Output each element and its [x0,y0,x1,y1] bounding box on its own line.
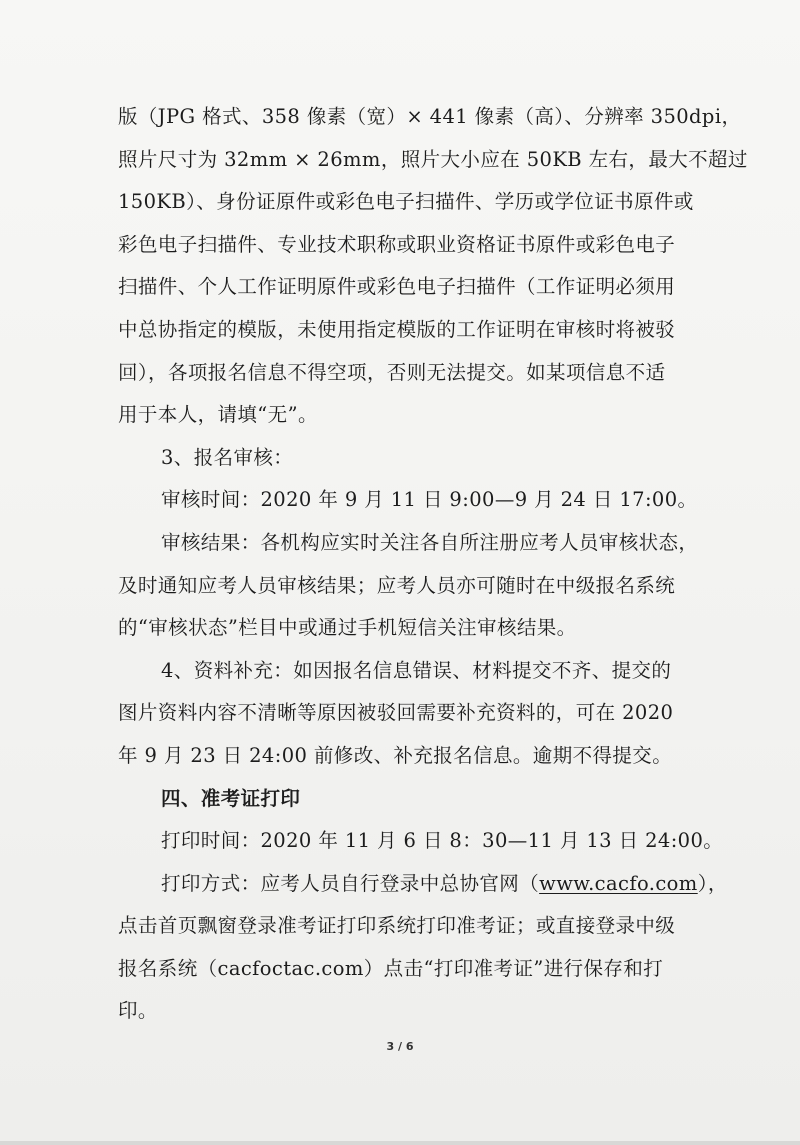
text-line: 图片资料内容不清晰等原因被驳回需要补充资料的，可在 2020 [118,701,674,725]
official-site-link[interactable]: www.cacfo.com [539,871,698,895]
text-line: 印。 [118,999,158,1023]
page-bottom-edge [0,1141,800,1145]
text-line: 150KB）、身份证原件或彩色电子扫描件、学历或学位证书原件或 [118,190,694,214]
text-line: 用于本人，请填“无”。 [118,403,318,427]
text-line: 审核结果：各机构应实时关注各自所注册应考人员审核状态， [161,530,699,554]
text-line [118,863,728,906]
text-line: 及时通知应考人员审核结果；应考人员亦可随时在中级报名系统 [118,573,676,597]
print-time: 打印时间：2020 年 11 月 6 日 8：30—11 月 13 日 24:00。 [161,829,724,853]
text-line: 年 9 月 23 日 24:00 前修改、补充报名信息。逾期不得提交。 [118,743,673,767]
text-line: 版（JPG 格式、358 像素（宽）× 441 像素（高）、分辨率 350dpi， [118,105,742,128]
section-3-title: 3、报名审核： [161,445,294,469]
text-line: 点击首页飘窗登录准考证打印系统打印准考证；或直接登录中级 [118,914,676,938]
text-line: 报名系统（cacfoctac.com）点击“打印准考证”进行保存和打 [118,956,664,980]
text-line: 的“审核状态”栏目中或通过手机短信关注审核结果。 [118,616,577,640]
page-number: 3 / 6 [386,1040,414,1053]
print-method-suffix: ）， [697,871,728,895]
text-line: 彩色电子扫描件、专业技术职称或职业资格证书原件或彩色电子 [118,232,676,256]
text-line: 回），各项报名信息不得空项，否则无法提交。如某项信息不适 [118,360,666,384]
print-method-prefix: 打印方式：应考人员自行登录中总协官网（ [161,871,540,895]
paragraph-materials [118,96,748,437]
section-4-heading: 四、准考证打印 [161,786,301,810]
document-body [118,96,748,1033]
review-time: 审核时间：2020 年 9 月 11 日 9:00—9 月 24 日 17:00。 [161,488,698,512]
text-line: 扫描件、个人工作证明原件或彩色电子扫描件（工作证明必须用 [118,275,676,299]
text-line: 中总协指定的模版，未使用指定模版的工作证明在审核时将被驳 [118,317,676,341]
text-line: 4、资料补充：如因报名信息错误、材料提交不齐、提交的 [161,658,672,682]
paragraph-supplement [118,650,703,778]
paragraph-print-method [118,863,728,1033]
paragraph-review-result [118,522,703,650]
text-line: 照片尺寸为 32mm × 26mm，照片大小应在 50KB 左右，最大不超过 [118,147,748,171]
